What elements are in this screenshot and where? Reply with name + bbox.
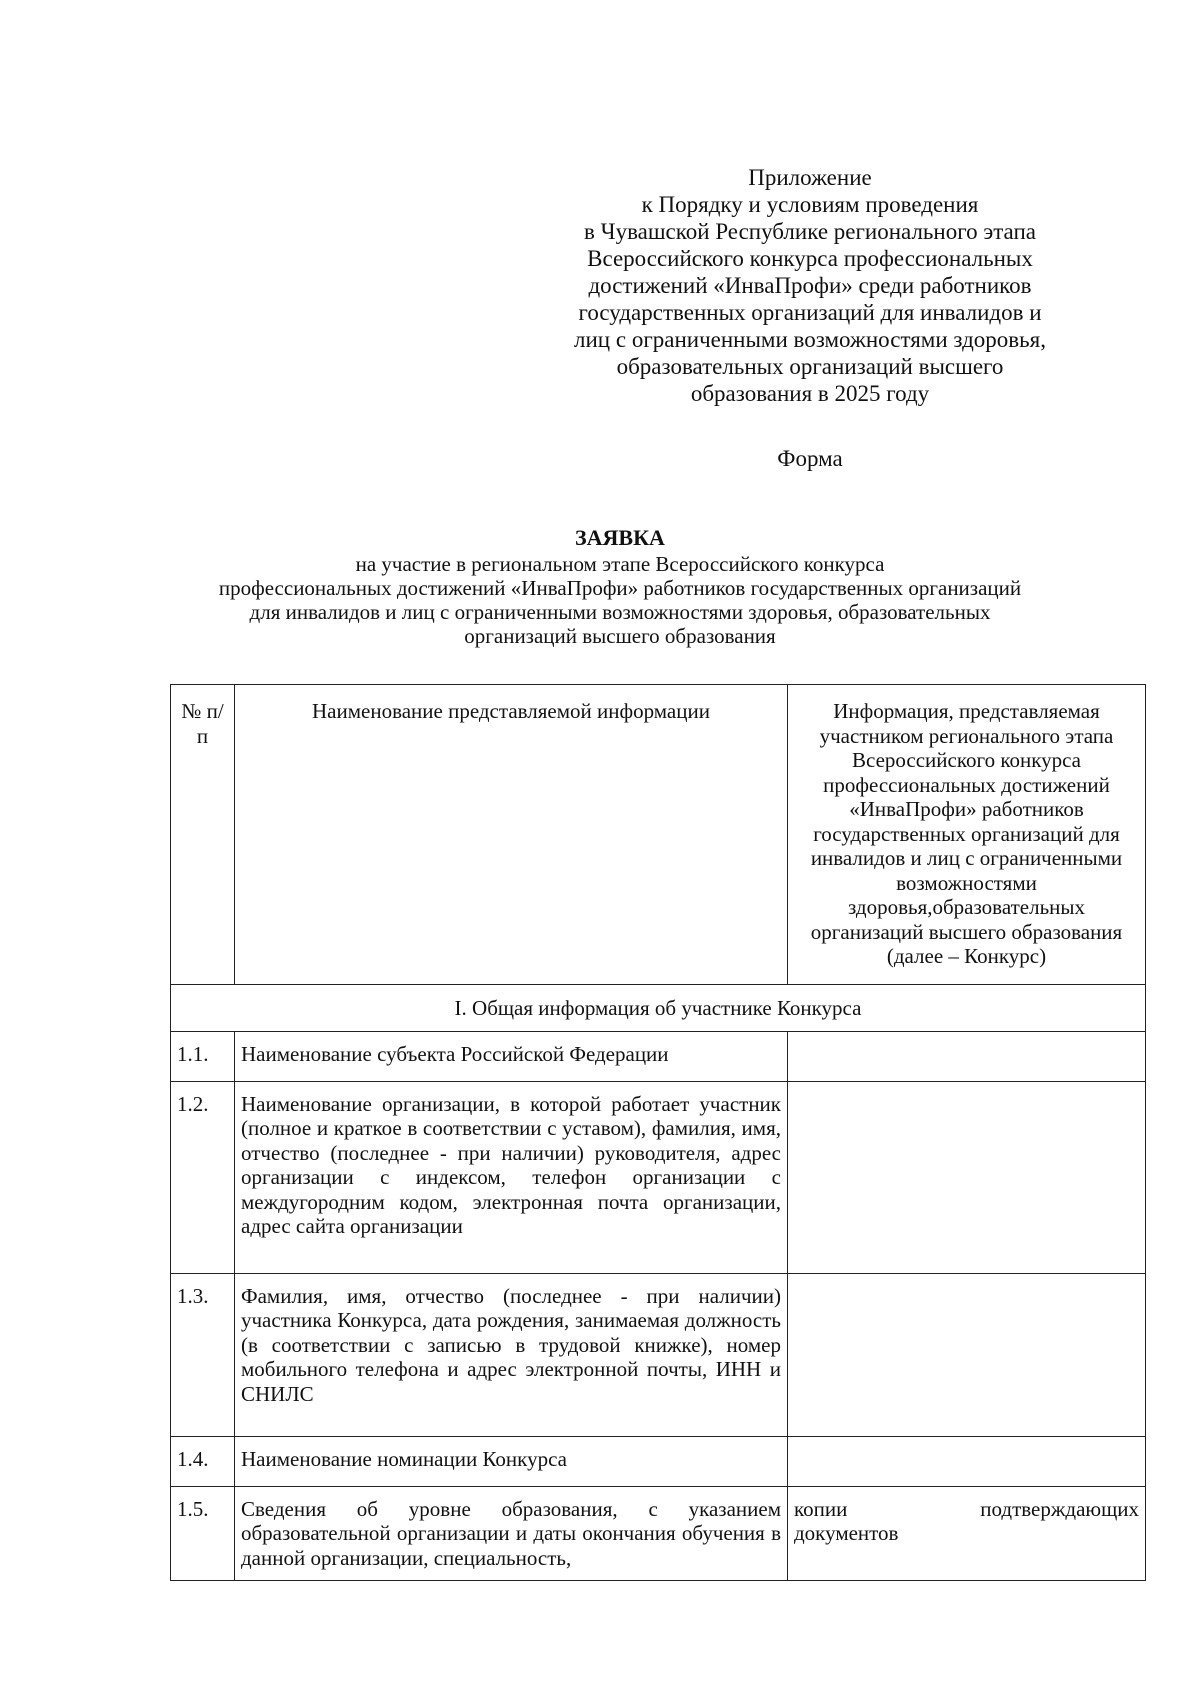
row-num: 1.1. xyxy=(171,1031,235,1081)
row-info-word: документов xyxy=(794,1521,899,1545)
row-info-word: копии xyxy=(794,1496,848,1521)
heading-line: для инвалидов и лиц с ограниченными возможностями здоровья, образовательных xyxy=(249,600,991,624)
table-row xyxy=(171,1486,1146,1580)
annex-line: достижений «ИнваПрофи» среди работников xyxy=(588,273,1032,298)
row-num: 1.5. xyxy=(171,1486,235,1580)
heading-line: на участие в региональном этапе Всероссийского конкурса xyxy=(355,552,885,576)
heading-line: профессиональных достижений «ИнваПрофи» работников государственных организаций xyxy=(218,576,1022,600)
annex-line: в Чувашской Республике регионального этапа xyxy=(584,219,1036,244)
table-row xyxy=(171,1031,1146,1081)
application-heading xyxy=(140,524,1100,648)
form-label: Форма xyxy=(777,446,843,471)
header-name: Наименование представляемой информации xyxy=(235,685,788,985)
row-num: 1.4. xyxy=(171,1436,235,1486)
annex-line: образовательных организаций высшего xyxy=(616,354,1004,379)
table-header-row xyxy=(171,685,1146,985)
row-info[interactable] xyxy=(788,1081,1146,1273)
row-info[interactable] xyxy=(788,1273,1146,1436)
annex-line: Всероссийского конкурса профессиональных xyxy=(587,246,1033,271)
annex-line: государственных организаций для инвалидов и xyxy=(578,300,1042,325)
row-name: Сведения об уровне образования, с указанием образовательной организации и даты окончания обучения в данной организации, специальность, xyxy=(235,1486,788,1580)
annex-line: к Порядку и условиям проведения xyxy=(641,192,979,217)
application-title: ЗАЯВКА xyxy=(575,525,665,550)
table-row xyxy=(171,1273,1146,1436)
header-info: Информация, представляемая участником регионального этапа Всероссийского конкурса профессиональных достижений «ИнваПрофи» работников государственных организаций для инвалидов и лиц с ограниченными возможностями здоровья,образовательных организаций высшего образования (далее – Конкурс) xyxy=(788,685,1146,985)
header-num: № п/п xyxy=(171,685,235,985)
row-info[interactable] xyxy=(788,1436,1146,1486)
row-name: Фамилия, имя, отчество (последнее - при наличии) участника Конкурса, дата рождения, занимаемая должность (в соответствии с записью в трудовой книжке), номер мобильного телефона и адрес электронной почты, ИНН и СНИЛС xyxy=(235,1273,788,1436)
row-name: Наименование номинации Конкурса xyxy=(235,1436,788,1486)
row-info-word: подтверждающих xyxy=(980,1496,1139,1521)
row-num: 1.3. xyxy=(171,1273,235,1436)
annex-line: лиц с ограниченными возможностями здоровья, xyxy=(574,327,1046,352)
row-info[interactable] xyxy=(788,1031,1146,1081)
row-info[interactable] xyxy=(788,1486,1146,1580)
row-info-line xyxy=(794,1497,1139,1522)
table-row xyxy=(171,1081,1146,1273)
heading-line: организаций высшего образования xyxy=(464,624,776,648)
table-row xyxy=(171,1436,1146,1486)
section-row xyxy=(171,985,1146,1032)
row-name: Наименование организации, в которой работает участник (полное и краткое в соответствии с уставом), фамилия, имя, отчество (последнее - при наличии) руководителя, адрес организации с индексом, телефон организации с междугородним кодом, электронная почта организации, адрес сайта организации xyxy=(235,1081,788,1273)
annex-block xyxy=(520,164,1100,407)
annex-line: Приложение xyxy=(748,165,872,190)
annex-line: образования в 2025 году xyxy=(690,381,930,406)
application-table xyxy=(170,684,1146,1581)
section-title: I. Общая информация об участнике Конкурса xyxy=(171,985,1146,1032)
row-name: Наименование субъекта Российской Федерации xyxy=(235,1031,788,1081)
row-num: 1.2. xyxy=(171,1081,235,1273)
